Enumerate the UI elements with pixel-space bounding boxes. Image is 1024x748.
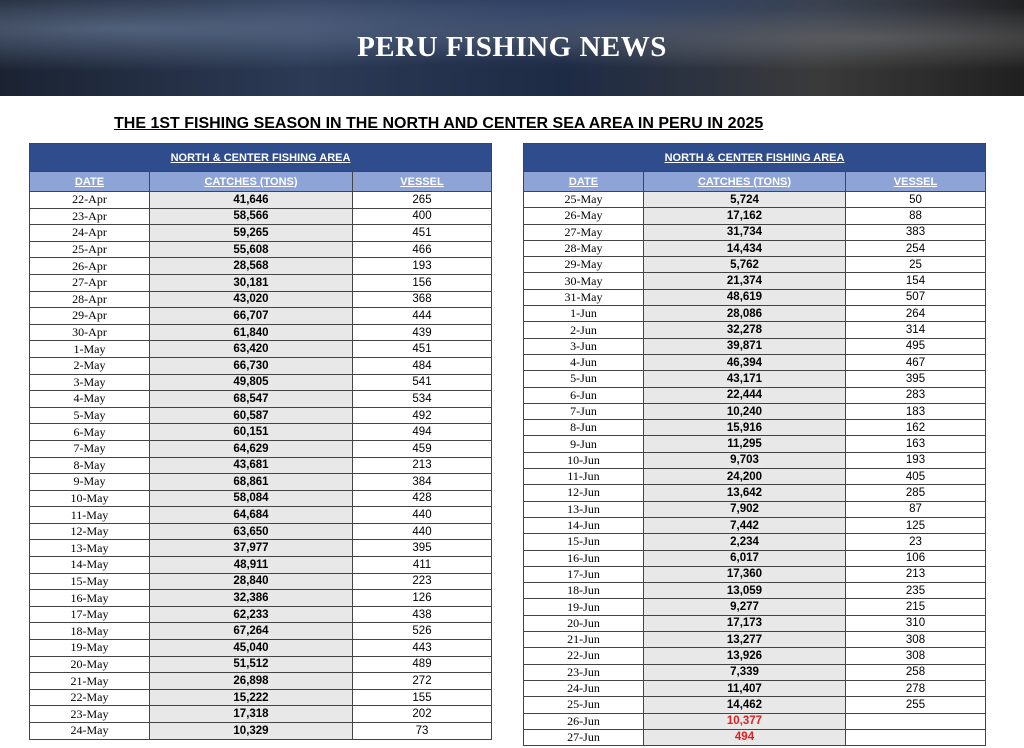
date-cell: 22-Apr	[30, 192, 150, 209]
catches-cell: 64,684	[150, 507, 353, 524]
catches-cell: 46,394	[644, 354, 846, 370]
table-row	[524, 664, 986, 680]
catches-cell: 66,707	[150, 308, 353, 325]
column-header-vessel: VESSEL	[353, 172, 492, 192]
vessel-cell: 368	[353, 291, 492, 308]
catches-cell: 10,377	[644, 713, 846, 729]
vessel-cell: 155	[353, 689, 492, 706]
date-cell: 21-Jun	[524, 632, 644, 648]
table-row	[524, 403, 986, 419]
date-cell: 30-May	[524, 273, 644, 289]
date-cell: 26-Jun	[524, 713, 644, 729]
vessel-cell: 283	[846, 387, 986, 403]
table-row	[524, 289, 986, 305]
catches-cell: 7,339	[644, 664, 846, 680]
vessel-cell: 125	[846, 517, 986, 533]
table-row	[524, 680, 986, 696]
table-row	[524, 420, 986, 436]
date-cell: 14-Jun	[524, 517, 644, 533]
column-header-catches: CATCHES (TONS)	[644, 172, 846, 192]
table-row	[524, 713, 986, 729]
catches-cell: 13,926	[644, 648, 846, 664]
date-cell: 3-Jun	[524, 338, 644, 354]
date-cell: 13-Jun	[524, 501, 644, 517]
catches-cell: 41,646	[150, 192, 353, 209]
table-row	[524, 224, 986, 240]
vessel-cell: 255	[846, 697, 986, 713]
catches-cell: 17,162	[644, 208, 846, 224]
catches-cell: 5,724	[644, 192, 846, 208]
banner-title: PERU FISHING NEWS	[357, 31, 667, 63]
catches-cell: 60,151	[150, 424, 353, 441]
date-cell: 29-May	[524, 257, 644, 273]
table-row	[524, 452, 986, 468]
vessel-cell: 314	[846, 322, 986, 338]
catches-cell: 39,871	[644, 338, 846, 354]
vessel-cell: 395	[846, 371, 986, 387]
catches-cell: 2,234	[644, 534, 846, 550]
catches-cell: 63,650	[150, 523, 353, 540]
date-cell: 27-May	[524, 224, 644, 240]
vessel-cell: 440	[353, 507, 492, 524]
date-cell: 30-Apr	[30, 324, 150, 341]
catches-cell: 43,171	[644, 371, 846, 387]
date-cell: 23-Apr	[30, 208, 150, 225]
date-cell: 4-Jun	[524, 354, 644, 370]
table-row	[524, 257, 986, 273]
date-cell: 28-May	[524, 240, 644, 256]
catches-cell: 63,420	[150, 341, 353, 358]
date-cell: 22-May	[30, 689, 150, 706]
table-row	[524, 387, 986, 403]
date-cell: 24-Jun	[524, 680, 644, 696]
vessel-cell: 400	[353, 208, 492, 225]
date-cell: 26-Apr	[30, 258, 150, 275]
table-row	[30, 225, 492, 242]
date-cell: 10-May	[30, 490, 150, 507]
date-cell: 9-Jun	[524, 436, 644, 452]
catches-cell: 7,902	[644, 501, 846, 517]
table-row	[524, 550, 986, 566]
catches-cell: 494	[644, 729, 846, 745]
date-cell: 10-Jun	[524, 452, 644, 468]
table-row	[30, 573, 492, 590]
catches-cell: 11,295	[644, 436, 846, 452]
date-cell: 31-May	[524, 289, 644, 305]
date-cell: 12-Jun	[524, 485, 644, 501]
vessel-cell: 495	[846, 338, 986, 354]
catches-cell: 22,444	[644, 387, 846, 403]
catches-cell: 5,762	[644, 257, 846, 273]
table-row	[524, 240, 986, 256]
date-cell: 9-May	[30, 474, 150, 491]
vessel-cell: 258	[846, 664, 986, 680]
vessel-cell: 87	[846, 501, 986, 517]
date-cell: 3-May	[30, 374, 150, 391]
date-cell: 11-May	[30, 507, 150, 524]
vessel-cell: 162	[846, 420, 986, 436]
date-cell: 7-May	[30, 440, 150, 457]
catches-cell: 14,462	[644, 697, 846, 713]
date-cell: 16-May	[30, 590, 150, 607]
catches-cell: 28,840	[150, 573, 353, 590]
table-row	[30, 523, 492, 540]
catches-cell: 10,329	[150, 723, 353, 740]
vessel-cell: 439	[353, 324, 492, 341]
catches-cell: 15,916	[644, 420, 846, 436]
table-row	[524, 566, 986, 582]
table-row	[524, 354, 986, 370]
catches-cell: 48,911	[150, 557, 353, 574]
catches-cell: 13,642	[644, 485, 846, 501]
table-row	[30, 424, 492, 441]
table-row	[524, 501, 986, 517]
table-row	[524, 273, 986, 289]
vessel-cell: 213	[353, 457, 492, 474]
date-cell: 20-Jun	[524, 615, 644, 631]
table-row	[524, 599, 986, 615]
vessel-cell: 489	[353, 656, 492, 673]
catch-table-left	[29, 143, 492, 740]
date-cell: 2-Jun	[524, 322, 644, 338]
date-cell: 1-May	[30, 341, 150, 358]
vessel-cell: 308	[846, 648, 986, 664]
date-cell: 28-Apr	[30, 291, 150, 308]
table-row	[524, 436, 986, 452]
vessel-cell: 438	[353, 606, 492, 623]
date-cell: 8-Jun	[524, 420, 644, 436]
date-cell: 16-Jun	[524, 550, 644, 566]
catches-cell: 13,277	[644, 632, 846, 648]
vessel-cell: 451	[353, 225, 492, 242]
vessel-cell: 526	[353, 623, 492, 640]
catches-cell: 59,265	[150, 225, 353, 242]
vessel-cell: 23	[846, 534, 986, 550]
table-row	[30, 357, 492, 374]
vessel-cell: 541	[353, 374, 492, 391]
vessel-cell: 507	[846, 289, 986, 305]
table-row	[30, 474, 492, 491]
table-row	[30, 440, 492, 457]
date-cell: 11-Jun	[524, 469, 644, 485]
catches-cell: 6,017	[644, 550, 846, 566]
catches-cell: 30,181	[150, 274, 353, 291]
date-cell: 27-Apr	[30, 274, 150, 291]
catches-cell: 11,407	[644, 680, 846, 696]
date-cell: 4-May	[30, 391, 150, 408]
table-row	[524, 192, 986, 208]
table-row	[524, 632, 986, 648]
catches-cell: 48,619	[644, 289, 846, 305]
vessel-cell: 106	[846, 550, 986, 566]
table-row	[30, 507, 492, 524]
vessel-cell: 264	[846, 306, 986, 322]
table-row	[30, 291, 492, 308]
table-row	[524, 338, 986, 354]
vessel-cell: 254	[846, 240, 986, 256]
catches-cell: 7,442	[644, 517, 846, 533]
vessel-cell	[846, 713, 986, 729]
area-header: NORTH & CENTER FISHING AREA	[30, 144, 492, 172]
date-cell: 19-May	[30, 640, 150, 657]
date-cell: 6-Jun	[524, 387, 644, 403]
catches-cell: 45,040	[150, 640, 353, 657]
catches-cell: 43,020	[150, 291, 353, 308]
vessel-cell: 278	[846, 680, 986, 696]
catches-cell: 17,318	[150, 706, 353, 723]
date-cell: 6-May	[30, 424, 150, 441]
catches-cell: 58,566	[150, 208, 353, 225]
header-banner	[0, 0, 1024, 96]
table-row	[524, 322, 986, 338]
table-row	[30, 308, 492, 325]
table-row	[30, 590, 492, 607]
date-cell: 24-May	[30, 723, 150, 740]
vessel-cell: 428	[353, 490, 492, 507]
table-row	[524, 517, 986, 533]
table-row	[524, 469, 986, 485]
table-row	[30, 723, 492, 740]
date-cell: 27-Jun	[524, 729, 644, 745]
vessel-cell: 405	[846, 469, 986, 485]
catches-cell: 10,240	[644, 403, 846, 419]
vessel-cell: 156	[353, 274, 492, 291]
catches-cell: 67,264	[150, 623, 353, 640]
catches-cell: 31,734	[644, 224, 846, 240]
vessel-cell: 383	[846, 224, 986, 240]
date-cell: 19-Jun	[524, 599, 644, 615]
table-row	[524, 371, 986, 387]
table-row	[524, 729, 986, 745]
table-row	[524, 648, 986, 664]
column-header-catches: CATCHES (TONS)	[150, 172, 353, 192]
table-row	[30, 192, 492, 209]
date-cell: 12-May	[30, 523, 150, 540]
vessel-cell: 484	[353, 357, 492, 374]
vessel-cell: 451	[353, 341, 492, 358]
table-row	[30, 274, 492, 291]
date-cell: 18-Jun	[524, 583, 644, 599]
catches-cell: 64,629	[150, 440, 353, 457]
vessel-cell: 310	[846, 615, 986, 631]
table-row	[30, 258, 492, 275]
page-title: THE 1ST FISHING SEASON IN THE NORTH AND CENTER SEA AREA IN PERU IN 2025	[114, 115, 764, 132]
table-row	[30, 208, 492, 225]
date-cell: 21-May	[30, 673, 150, 690]
date-cell: 23-May	[30, 706, 150, 723]
table-row	[30, 640, 492, 657]
table-row	[30, 241, 492, 258]
date-cell: 1-Jun	[524, 306, 644, 322]
date-cell: 17-May	[30, 606, 150, 623]
vessel-cell: 265	[353, 192, 492, 209]
catches-cell: 17,173	[644, 615, 846, 631]
vessel-cell: 444	[353, 308, 492, 325]
date-cell: 5-May	[30, 407, 150, 424]
vessel-cell: 213	[846, 566, 986, 582]
catches-cell: 58,084	[150, 490, 353, 507]
date-cell: 26-May	[524, 208, 644, 224]
vessel-cell: 163	[846, 436, 986, 452]
vessel-cell: 126	[353, 590, 492, 607]
table-row	[30, 540, 492, 557]
vessel-cell: 443	[353, 640, 492, 657]
catches-cell: 21,374	[644, 273, 846, 289]
catches-cell: 51,512	[150, 656, 353, 673]
vessel-cell: 384	[353, 474, 492, 491]
catches-cell: 37,977	[150, 540, 353, 557]
vessel-cell: 202	[353, 706, 492, 723]
vessel-cell: 193	[846, 452, 986, 468]
table-row	[524, 697, 986, 713]
table-row	[30, 341, 492, 358]
table-row	[30, 391, 492, 408]
vessel-cell: 272	[353, 673, 492, 690]
vessel-cell: 285	[846, 485, 986, 501]
date-cell: 29-Apr	[30, 308, 150, 325]
catches-cell: 62,233	[150, 606, 353, 623]
catches-cell: 24,200	[644, 469, 846, 485]
table-row	[524, 615, 986, 631]
table-row	[30, 490, 492, 507]
area-header: NORTH & CENTER FISHING AREA	[524, 144, 986, 172]
table-row	[30, 374, 492, 391]
vessel-cell: 395	[353, 540, 492, 557]
vessel-cell: 193	[353, 258, 492, 275]
vessel-cell: 467	[846, 354, 986, 370]
vessel-cell: 466	[353, 241, 492, 258]
table-row	[524, 485, 986, 501]
date-cell: 18-May	[30, 623, 150, 640]
catches-cell: 17,360	[644, 566, 846, 582]
date-cell: 15-Jun	[524, 534, 644, 550]
date-cell: 25-Apr	[30, 241, 150, 258]
date-cell: 15-May	[30, 573, 150, 590]
date-cell: 13-May	[30, 540, 150, 557]
vessel-cell: 73	[353, 723, 492, 740]
column-header-date: DATE	[524, 172, 644, 192]
catches-cell: 28,568	[150, 258, 353, 275]
catches-cell: 14,434	[644, 240, 846, 256]
vessel-cell: 235	[846, 583, 986, 599]
date-cell: 25-Jun	[524, 697, 644, 713]
date-cell: 23-Jun	[524, 664, 644, 680]
catches-cell: 9,277	[644, 599, 846, 615]
vessel-cell: 183	[846, 403, 986, 419]
catches-cell: 68,861	[150, 474, 353, 491]
catches-cell: 32,386	[150, 590, 353, 607]
date-cell: 20-May	[30, 656, 150, 673]
vessel-cell: 154	[846, 273, 986, 289]
vessel-cell: 492	[353, 407, 492, 424]
table-row	[30, 656, 492, 673]
table-row	[524, 583, 986, 599]
vessel-cell: 308	[846, 632, 986, 648]
date-cell: 5-Jun	[524, 371, 644, 387]
date-cell: 8-May	[30, 457, 150, 474]
catches-cell: 43,681	[150, 457, 353, 474]
vessel-cell: 25	[846, 257, 986, 273]
catches-cell: 61,840	[150, 324, 353, 341]
catches-cell: 15,222	[150, 689, 353, 706]
table-row	[524, 306, 986, 322]
vessel-cell: 223	[353, 573, 492, 590]
catches-cell: 66,730	[150, 357, 353, 374]
catches-cell: 68,547	[150, 391, 353, 408]
date-cell: 22-Jun	[524, 648, 644, 664]
vessel-cell: 215	[846, 599, 986, 615]
vessel-cell: 534	[353, 391, 492, 408]
column-header-date: DATE	[30, 172, 150, 192]
catches-cell: 32,278	[644, 322, 846, 338]
table-row	[30, 673, 492, 690]
catches-cell: 9,703	[644, 452, 846, 468]
catches-cell: 55,608	[150, 241, 353, 258]
catches-cell: 49,805	[150, 374, 353, 391]
catches-cell: 60,587	[150, 407, 353, 424]
table-row	[30, 689, 492, 706]
vessel-cell: 411	[353, 557, 492, 574]
date-cell: 14-May	[30, 557, 150, 574]
table-row	[30, 606, 492, 623]
date-cell: 17-Jun	[524, 566, 644, 582]
table-row	[30, 324, 492, 341]
date-cell: 24-Apr	[30, 225, 150, 242]
table-row	[524, 208, 986, 224]
table-row	[30, 407, 492, 424]
vessel-cell	[846, 729, 986, 745]
table-row	[30, 457, 492, 474]
column-header-vessel: VESSEL	[846, 172, 986, 192]
vessel-cell: 459	[353, 440, 492, 457]
table-row	[30, 706, 492, 723]
table-row	[524, 534, 986, 550]
vessel-cell: 440	[353, 523, 492, 540]
date-cell: 2-May	[30, 357, 150, 374]
catches-cell: 26,898	[150, 673, 353, 690]
date-cell: 25-May	[524, 192, 644, 208]
vessel-cell: 494	[353, 424, 492, 441]
table-row	[30, 557, 492, 574]
date-cell: 7-Jun	[524, 403, 644, 419]
catches-cell: 13,059	[644, 583, 846, 599]
catch-table-right	[523, 143, 986, 746]
vessel-cell: 50	[846, 192, 986, 208]
vessel-cell: 88	[846, 208, 986, 224]
table-row	[30, 623, 492, 640]
catches-cell: 28,086	[644, 306, 846, 322]
